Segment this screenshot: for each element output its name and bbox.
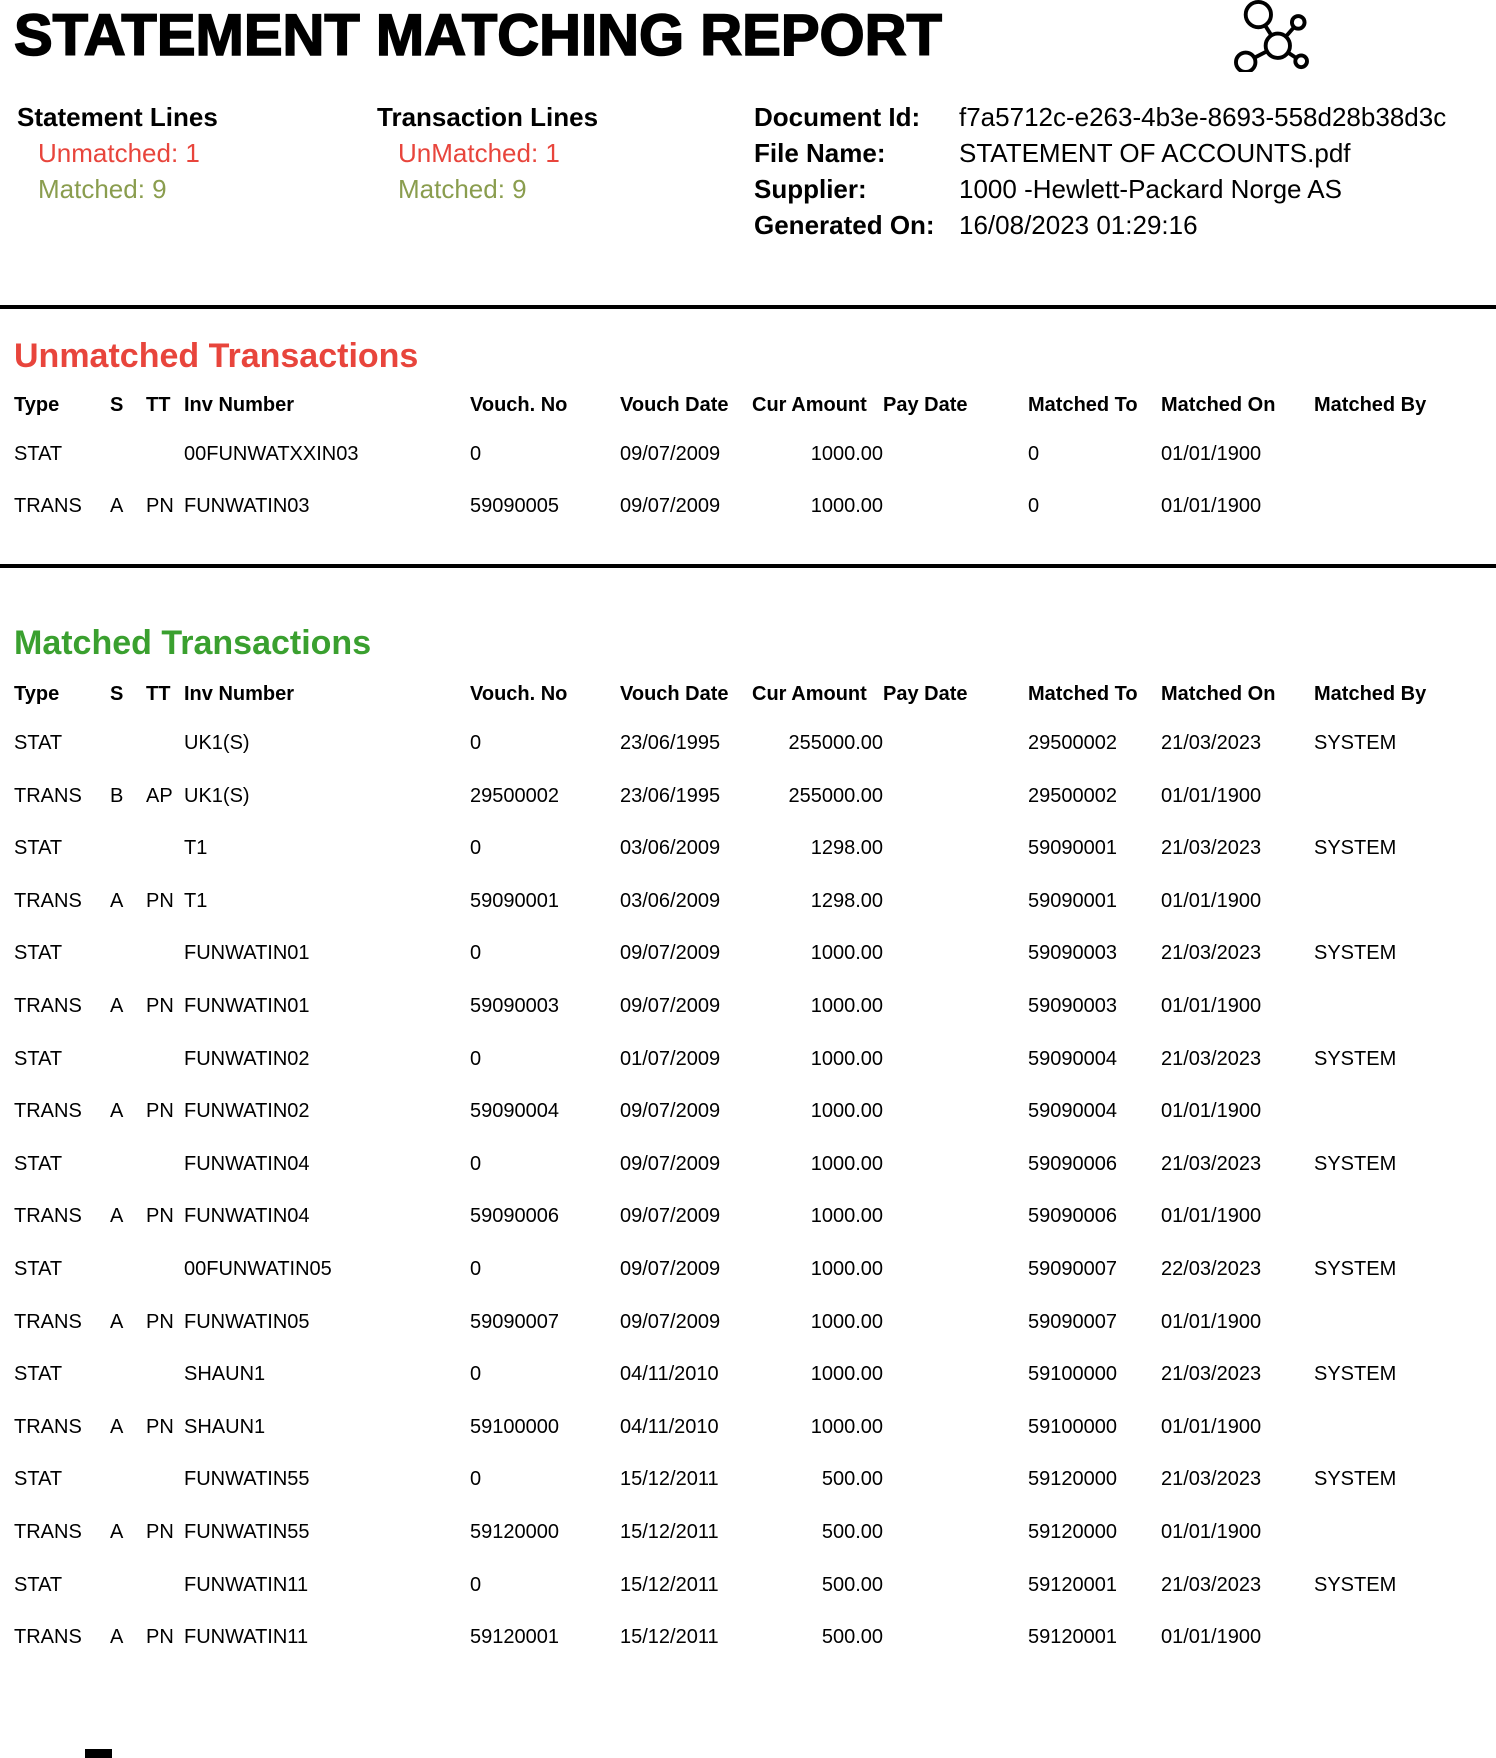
cell-inv-number: FUNWATIN02 (184, 1047, 310, 1070)
cell-vouch-date: 03/06/2009 (620, 889, 721, 912)
document-info (754, 99, 1446, 243)
cell-s (110, 1036, 146, 1089)
cell-vouch-no: 0 (470, 1573, 482, 1596)
cell-cur-amount: 1000.00 (810, 442, 883, 465)
cell-matched-by (1314, 431, 1474, 484)
summary-strip (14, 99, 1482, 243)
cell-s: A (110, 495, 124, 518)
page-title: STATEMENT MATCHING REPORT (14, 3, 942, 68)
cell-inv-number: 00FUNWATXXIN03 (184, 442, 359, 465)
cell-s: B (110, 784, 124, 807)
col-vouch-no: Vouch. No (470, 393, 568, 416)
table-row (14, 1036, 1474, 1089)
cell-vouch-no: 0 (470, 1258, 482, 1281)
cell-tt: PN (146, 995, 174, 1018)
cell-matched-by: SYSTEM (1314, 1468, 1397, 1491)
cell-pay-date (883, 1036, 1028, 1089)
table-row (14, 1614, 1474, 1667)
statement-matched-count: Matched: 9 (38, 173, 167, 204)
col-inv-number: Inv Number (184, 393, 295, 416)
cell-cur-amount: 1000.00 (810, 1205, 883, 1228)
cell-pay-date (883, 1509, 1028, 1562)
cell-matched-on: 01/01/1900 (1161, 784, 1262, 807)
cell-pay-date (883, 483, 1028, 536)
cell-matched-to: 59100000 (1028, 1415, 1117, 1438)
file-name-label: File Name: (754, 137, 886, 168)
cell-matched-to: 29500002 (1028, 732, 1117, 755)
col-matched-by: Matched By (1314, 393, 1427, 416)
cell-s (110, 930, 146, 983)
cell-vouch-date: 03/06/2009 (620, 837, 721, 860)
cell-vouch-no: 0 (470, 1047, 482, 1070)
cell-pay-date (883, 1141, 1028, 1194)
transaction-lines-summary (377, 99, 598, 207)
table-row (14, 1193, 1474, 1246)
cell-cur-amount: 1000.00 (810, 1258, 883, 1281)
cell-inv-number: SHAUN1 (184, 1415, 266, 1438)
cell-s (110, 825, 146, 878)
unmatched-transactions-section (14, 337, 1482, 536)
cell-matched-to: 59090004 (1028, 1100, 1117, 1123)
cell-vouch-no: 59090004 (470, 1100, 559, 1123)
col-matched-to: Matched To (1028, 393, 1138, 416)
cell-type: TRANS (14, 1100, 82, 1123)
cell-s: A (110, 995, 124, 1018)
cell-inv-number: FUNWATIN11 (184, 1573, 309, 1596)
cell-type: STAT (14, 837, 63, 860)
col-vouch-no: Vouch. No (470, 683, 568, 706)
cell-pay-date (883, 1299, 1028, 1352)
cell-pay-date (883, 1614, 1028, 1667)
cell-matched-on: 21/03/2023 (1161, 1573, 1262, 1596)
matched-transactions-table (14, 683, 1474, 1667)
table-row (14, 1509, 1474, 1562)
cell-pay-date (883, 773, 1028, 826)
cell-type: STAT (14, 1258, 63, 1281)
table-row (14, 1456, 1474, 1509)
statement-unmatched-count: Unmatched: 1 (38, 137, 200, 168)
cell-cur-amount: 1000.00 (810, 1152, 883, 1175)
cell-vouch-date: 09/07/2009 (620, 1100, 721, 1123)
cell-type: STAT (14, 1047, 63, 1070)
cell-vouch-no: 0 (470, 942, 482, 965)
col-s: S (110, 393, 124, 416)
table-row (14, 1246, 1474, 1299)
cell-matched-on: 01/01/1900 (1161, 1100, 1262, 1123)
cell-inv-number: UK1(S) (184, 784, 250, 807)
cell-vouch-no: 0 (470, 732, 482, 755)
cell-s (110, 1456, 146, 1509)
cell-tt (146, 1562, 184, 1615)
cell-matched-by (1314, 1088, 1474, 1141)
cell-matched-on: 01/01/1900 (1161, 889, 1262, 912)
cell-s: A (110, 1100, 124, 1123)
cell-vouch-no: 59090007 (470, 1310, 559, 1333)
cell-inv-number: FUNWATIN11 (184, 1626, 309, 1649)
matched-transactions-heading: Matched Transactions (14, 624, 372, 663)
col-pay-date: Pay Date (883, 683, 968, 706)
cell-tt (146, 431, 184, 484)
cell-s: A (110, 1310, 124, 1333)
cell-matched-to: 59120000 (1028, 1520, 1117, 1543)
cell-s (110, 1562, 146, 1615)
cell-s (110, 1351, 146, 1404)
report-header (14, 0, 1482, 67)
cell-s: A (110, 889, 124, 912)
cell-inv-number: SHAUN1 (184, 1363, 266, 1386)
cell-inv-number: T1 (184, 837, 208, 860)
table-row (14, 431, 1474, 484)
cell-matched-by: SYSTEM (1314, 942, 1397, 965)
cell-tt: PN (146, 1520, 174, 1543)
cell-type: STAT (14, 442, 63, 465)
cell-matched-to: 59090006 (1028, 1205, 1117, 1228)
cell-vouch-no: 59120000 (470, 1520, 559, 1543)
col-cur-amount: Cur Amount (752, 683, 867, 706)
transaction-lines-heading: Transaction Lines (377, 101, 599, 132)
cell-tt (146, 1246, 184, 1299)
cell-type: TRANS (14, 1415, 82, 1438)
cell-vouch-date: 01/07/2009 (620, 1047, 721, 1070)
col-cur-amount: Cur Amount (752, 393, 867, 416)
cell-vouch-date: 09/07/2009 (620, 942, 721, 965)
cell-cur-amount: 1000.00 (810, 942, 883, 965)
cell-cur-amount: 1000.00 (810, 995, 883, 1018)
cell-type: TRANS (14, 1205, 82, 1228)
cell-cur-amount: 1000.00 (810, 1363, 883, 1386)
cell-pay-date (883, 825, 1028, 878)
cell-matched-on: 21/03/2023 (1161, 942, 1262, 965)
cell-matched-to: 59100000 (1028, 1363, 1117, 1386)
cell-matched-on: 21/03/2023 (1161, 1152, 1262, 1175)
cell-inv-number: FUNWATIN04 (184, 1205, 310, 1228)
cell-cur-amount: 255000.00 (788, 784, 883, 807)
cell-type: STAT (14, 1363, 63, 1386)
cell-cur-amount: 500.00 (821, 1520, 883, 1543)
cell-matched-to: 59090001 (1028, 837, 1117, 860)
table-row (14, 1351, 1474, 1404)
cell-type: STAT (14, 1573, 63, 1596)
cell-cur-amount: 500.00 (821, 1626, 883, 1649)
cell-matched-by (1314, 1509, 1474, 1562)
cell-s (110, 431, 146, 484)
cell-matched-by: SYSTEM (1314, 1258, 1397, 1281)
matched-transactions-section (14, 624, 1482, 1667)
cell-inv-number: FUNWATIN05 (184, 1310, 310, 1333)
table-row (14, 483, 1474, 536)
cell-pay-date (883, 1193, 1028, 1246)
cell-vouch-date: 15/12/2011 (620, 1626, 719, 1649)
cell-type: TRANS (14, 889, 82, 912)
cell-cur-amount: 1298.00 (810, 837, 883, 860)
table-row (14, 1404, 1474, 1457)
cell-inv-number: FUNWATIN01 (184, 942, 310, 965)
table-header-row (14, 394, 1474, 431)
cell-cur-amount: 500.00 (821, 1468, 883, 1491)
unmatched-transactions-table (14, 394, 1474, 536)
cell-matched-to: 59090006 (1028, 1152, 1117, 1175)
cell-vouch-no: 0 (470, 837, 482, 860)
supplier-value: 1000 -Hewlett-Packard Norge AS (959, 173, 1342, 204)
cell-matched-to: 29500002 (1028, 784, 1117, 807)
cell-matched-by: SYSTEM (1314, 1047, 1397, 1070)
cell-matched-on: 01/01/1900 (1161, 1205, 1262, 1228)
cell-vouch-date: 15/12/2011 (620, 1573, 719, 1596)
col-matched-on: Matched On (1161, 683, 1276, 706)
section-divider (0, 305, 1496, 309)
cell-vouch-no: 59090001 (470, 889, 559, 912)
cell-pay-date (883, 720, 1028, 773)
col-matched-on: Matched On (1161, 393, 1276, 416)
cell-matched-by (1314, 773, 1474, 826)
transaction-matched-count: Matched: 9 (398, 173, 527, 204)
cell-pay-date (883, 1351, 1028, 1404)
cell-cur-amount: 1000.00 (810, 1047, 883, 1070)
cell-inv-number: FUNWATIN55 (184, 1520, 310, 1543)
table-row (14, 1299, 1474, 1352)
cell-vouch-no: 0 (470, 1152, 482, 1175)
cell-vouch-no: 59090003 (470, 995, 559, 1018)
cell-matched-to: 59090001 (1028, 889, 1117, 912)
cell-vouch-date: 09/07/2009 (620, 995, 721, 1018)
table-row (14, 930, 1474, 983)
cell-matched-to: 0 (1028, 442, 1040, 465)
statement-lines-heading: Statement Lines (17, 101, 218, 132)
cell-inv-number: 00FUNWATIN05 (184, 1258, 332, 1281)
cell-matched-to: 59090007 (1028, 1258, 1117, 1281)
cell-inv-number: T1 (184, 889, 208, 912)
table-header-row (14, 683, 1474, 720)
cell-tt (146, 1036, 184, 1089)
table-row (14, 878, 1474, 931)
cell-cur-amount: 1000.00 (810, 495, 883, 518)
cell-cur-amount: 1000.00 (810, 1100, 883, 1123)
cell-vouch-date: 04/11/2010 (620, 1415, 719, 1438)
col-matched-by: Matched By (1314, 683, 1427, 706)
transaction-unmatched-count: UnMatched: 1 (398, 137, 560, 168)
cell-matched-to: 59090003 (1028, 942, 1117, 965)
cell-cur-amount: 1298.00 (810, 889, 883, 912)
cell-vouch-no: 59100000 (470, 1415, 559, 1438)
cell-vouch-date: 09/07/2009 (620, 1152, 721, 1175)
cell-matched-by: SYSTEM (1314, 732, 1397, 755)
cell-matched-to: 0 (1028, 495, 1040, 518)
cell-type: STAT (14, 1152, 63, 1175)
cell-s: A (110, 1626, 124, 1649)
cell-tt (146, 825, 184, 878)
cell-vouch-no: 0 (470, 1363, 482, 1386)
cell-matched-by: SYSTEM (1314, 837, 1397, 860)
cell-matched-on: 01/01/1900 (1161, 1310, 1262, 1333)
cell-matched-by: SYSTEM (1314, 1363, 1397, 1386)
cell-s (110, 720, 146, 773)
col-inv-number: Inv Number (184, 683, 295, 706)
cell-s (110, 1246, 146, 1299)
cell-pay-date (883, 878, 1028, 931)
table-row (14, 1141, 1474, 1194)
cell-vouch-date: 09/07/2009 (620, 442, 721, 465)
cell-tt: PN (146, 889, 174, 912)
cell-matched-by (1314, 983, 1474, 1036)
col-pay-date: Pay Date (883, 393, 968, 416)
cell-matched-on: 21/03/2023 (1161, 732, 1262, 755)
cell-pay-date (883, 1562, 1028, 1615)
cell-matched-by (1314, 483, 1474, 536)
cell-matched-by (1314, 878, 1474, 931)
cell-inv-number: FUNWATIN04 (184, 1152, 310, 1175)
cell-cur-amount: 1000.00 (810, 1415, 883, 1438)
cell-vouch-no: 29500002 (470, 784, 559, 807)
cell-pay-date (883, 1456, 1028, 1509)
cell-tt: PN (146, 1415, 174, 1438)
cell-type: TRANS (14, 995, 82, 1018)
cell-vouch-no: 0 (470, 1468, 482, 1491)
table-row (14, 983, 1474, 1036)
cell-type: STAT (14, 732, 63, 755)
cell-pay-date (883, 1404, 1028, 1457)
cell-s (110, 1141, 146, 1194)
cell-vouch-date: 09/07/2009 (620, 1310, 721, 1333)
cell-vouch-date: 09/07/2009 (620, 495, 721, 518)
cell-tt (146, 1456, 184, 1509)
table-row (14, 825, 1474, 878)
cell-tt (146, 1351, 184, 1404)
cell-inv-number: FUNWATIN02 (184, 1100, 310, 1123)
cell-matched-on: 21/03/2023 (1161, 1363, 1262, 1386)
cell-tt (146, 1141, 184, 1194)
cell-matched-to: 59090003 (1028, 995, 1117, 1018)
cell-tt: PN (146, 495, 174, 518)
cell-matched-to: 59120000 (1028, 1468, 1117, 1491)
cell-matched-on: 01/01/1900 (1161, 1626, 1262, 1649)
cell-cur-amount: 500.00 (821, 1573, 883, 1596)
cell-vouch-date: 23/06/1995 (620, 784, 721, 807)
cell-cur-amount: 255000.00 (788, 732, 883, 755)
table-row (14, 720, 1474, 773)
cell-vouch-no: 59090006 (470, 1205, 559, 1228)
cell-inv-number: UK1(S) (184, 732, 250, 755)
col-tt: TT (146, 393, 171, 416)
file-name-value: STATEMENT OF ACCOUNTS.pdf (959, 137, 1351, 168)
cell-matched-on: 21/03/2023 (1161, 837, 1262, 860)
section-divider (0, 564, 1496, 568)
cell-vouch-no: 59120001 (470, 1626, 559, 1649)
cell-vouch-date: 15/12/2011 (620, 1468, 719, 1491)
cell-tt: PN (146, 1100, 174, 1123)
table-row (14, 773, 1474, 826)
page-bottom-cutoff-mark (85, 1749, 112, 1758)
cell-matched-on: 01/01/1900 (1161, 442, 1262, 465)
cell-type: STAT (14, 942, 63, 965)
cell-tt: PN (146, 1626, 174, 1649)
cell-s: A (110, 1415, 124, 1438)
col-type: Type (14, 683, 60, 706)
cell-matched-to: 59120001 (1028, 1626, 1117, 1649)
cell-pay-date (883, 1088, 1028, 1141)
cell-vouch-date: 15/12/2011 (620, 1520, 719, 1543)
cell-vouch-date: 23/06/1995 (620, 732, 721, 755)
cell-matched-on: 21/03/2023 (1161, 1468, 1262, 1491)
cell-tt: PN (146, 1310, 174, 1333)
cell-pay-date (883, 1246, 1028, 1299)
cell-inv-number: FUNWATIN03 (184, 495, 310, 518)
cell-matched-by (1314, 1614, 1474, 1667)
generated-on-value: 16/08/2023 01:29:16 (959, 209, 1198, 240)
cell-matched-on: 22/03/2023 (1161, 1258, 1262, 1281)
col-vouch-date: Vouch Date (620, 393, 729, 416)
col-matched-to: Matched To (1028, 683, 1138, 706)
col-type: Type (14, 393, 60, 416)
cell-matched-by (1314, 1193, 1474, 1246)
cell-matched-by (1314, 1404, 1474, 1457)
cell-tt: PN (146, 1205, 174, 1228)
document-id-label: Document Id: (754, 101, 921, 132)
cell-matched-on: 01/01/1900 (1161, 1415, 1262, 1438)
generated-on-label: Generated On: (754, 209, 935, 240)
cell-vouch-date: 09/07/2009 (620, 1258, 721, 1281)
cell-pay-date (883, 431, 1028, 484)
cell-matched-on: 01/01/1900 (1161, 1520, 1262, 1543)
cell-matched-on: 21/03/2023 (1161, 1047, 1262, 1070)
table-row (14, 1088, 1474, 1141)
cell-matched-on: 01/01/1900 (1161, 495, 1262, 518)
cell-matched-to: 59120001 (1028, 1573, 1117, 1596)
cell-matched-to: 59090007 (1028, 1310, 1117, 1333)
cell-type: TRANS (14, 1310, 82, 1333)
document-id-value: f7a5712c-e263-4b3e-8693-558d28b38d3c (959, 101, 1447, 132)
cell-cur-amount: 1000.00 (810, 1310, 883, 1333)
cell-matched-by (1314, 1299, 1474, 1352)
cell-tt (146, 930, 184, 983)
cell-s: A (110, 1205, 124, 1228)
cell-s: A (110, 1520, 124, 1543)
cell-type: TRANS (14, 1626, 82, 1649)
cell-type: TRANS (14, 495, 82, 518)
cell-matched-to: 59090004 (1028, 1047, 1117, 1070)
col-tt: TT (146, 683, 171, 706)
statement-lines-summary (17, 99, 218, 207)
cell-tt: AP (146, 784, 173, 807)
cell-matched-by: SYSTEM (1314, 1573, 1397, 1596)
cell-inv-number: FUNWATIN55 (184, 1468, 310, 1491)
cell-matched-by: SYSTEM (1314, 1152, 1397, 1175)
cell-inv-number: FUNWATIN01 (184, 995, 310, 1018)
cell-vouch-no: 59090005 (470, 495, 559, 518)
cell-type: STAT (14, 1468, 63, 1491)
table-row (14, 1562, 1474, 1615)
col-s: S (110, 683, 124, 706)
supplier-label: Supplier: (754, 173, 867, 204)
cell-matched-on: 01/01/1900 (1161, 995, 1262, 1018)
col-vouch-date: Vouch Date (620, 683, 729, 706)
cell-vouch-date: 09/07/2009 (620, 1205, 721, 1228)
cell-pay-date (883, 983, 1028, 1036)
unmatched-transactions-heading: Unmatched Transactions (14, 336, 419, 375)
cell-vouch-date: 04/11/2010 (620, 1363, 719, 1386)
cell-pay-date (883, 930, 1028, 983)
cell-tt (146, 720, 184, 773)
cell-vouch-no: 0 (470, 442, 482, 465)
cell-type: TRANS (14, 784, 82, 807)
network-icon (1232, 0, 1310, 72)
cell-type: TRANS (14, 1520, 82, 1543)
